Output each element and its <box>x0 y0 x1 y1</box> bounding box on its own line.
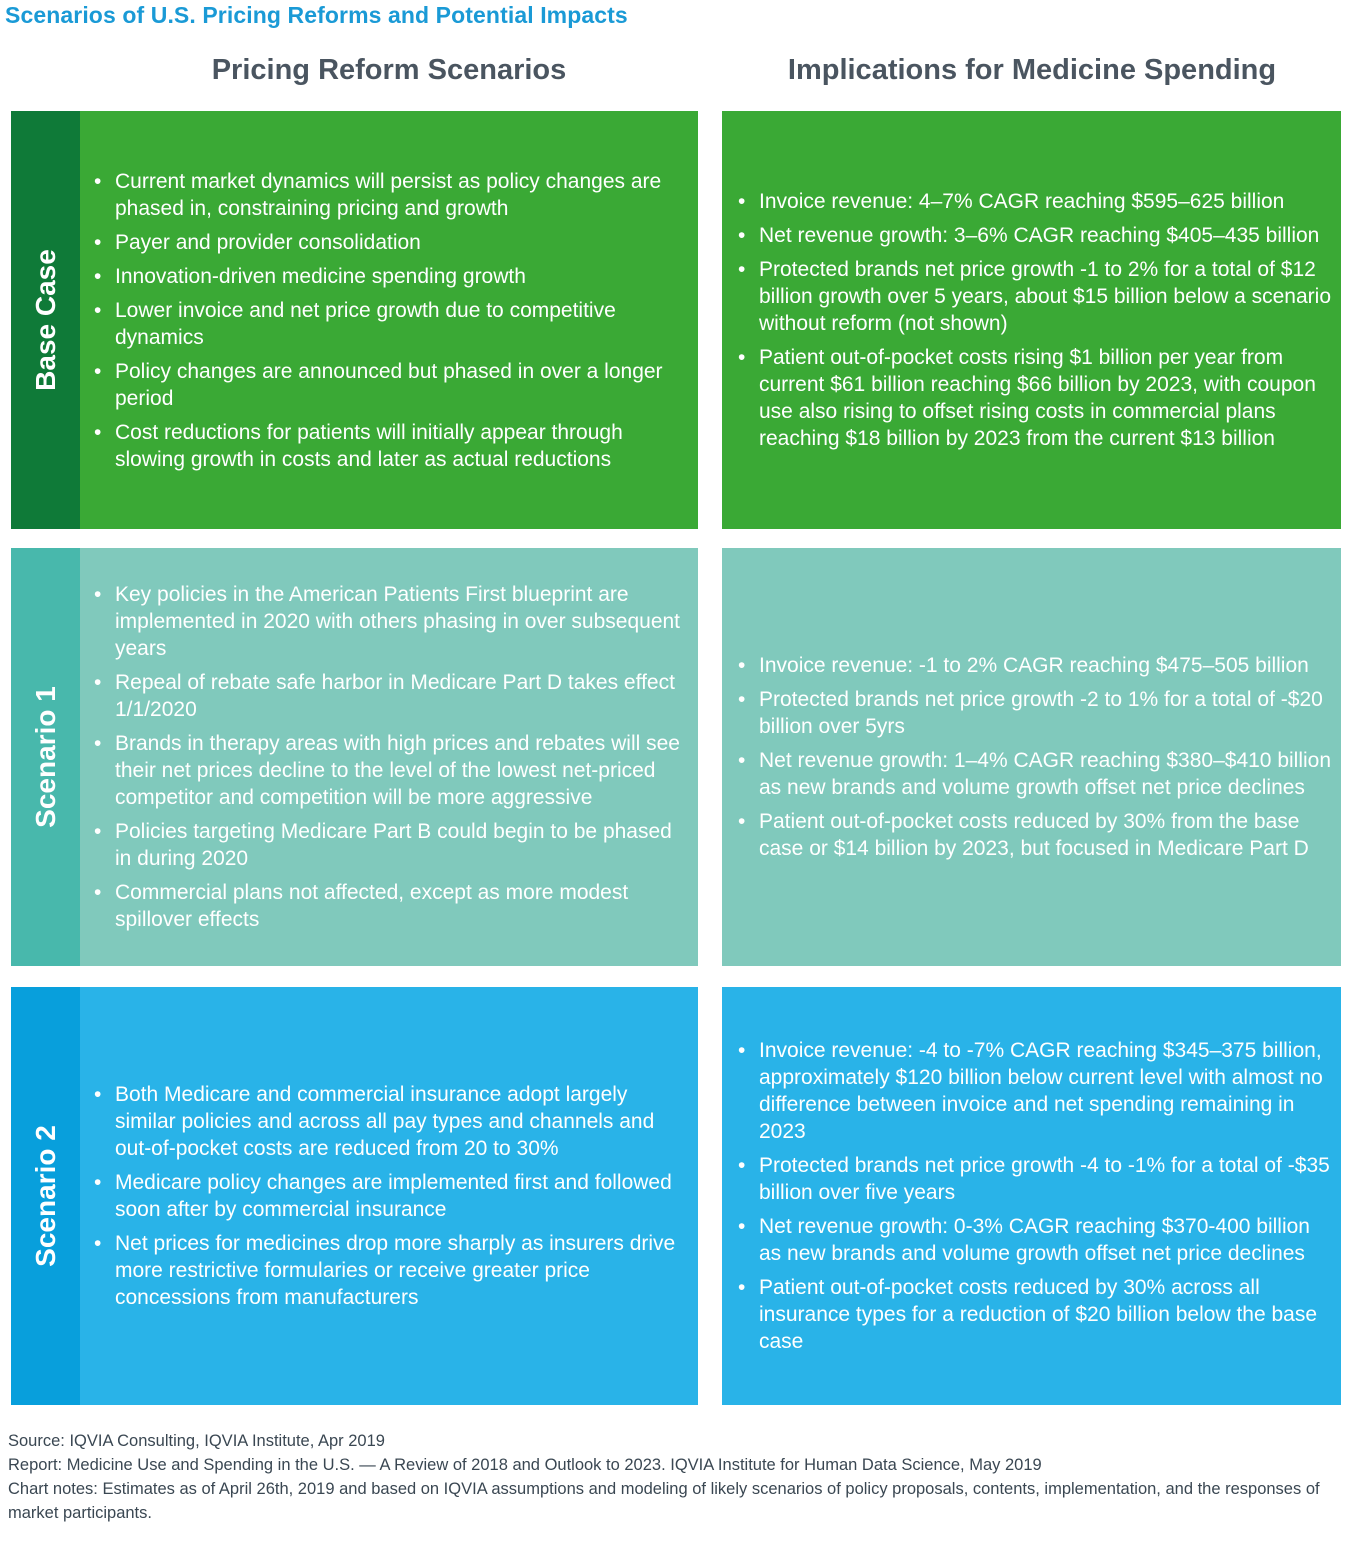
row-scenario-2 <box>11 987 1341 1405</box>
footnotes <box>8 1429 1344 1525</box>
row-label-text: Scenario 1 <box>29 686 61 828</box>
bullet-list <box>92 168 684 473</box>
bullet-item: • Protected brands net price growth -1 to 2% for a total of $12 billion growth over 5 years, about $15 billion below a scenario without reform (not shown) <box>736 256 1333 337</box>
bullet-item: • Key policies in the American Patients First blueprint are implemented in 2020 with others phasing in over subsequent years <box>92 581 684 662</box>
bullet-item: • Repeal of rebate safe harbor in Medicare Part D takes effect 1/1/2020 <box>92 669 684 723</box>
bullet-list <box>736 652 1333 862</box>
bullet-item: • Current market dynamics will persist as policy changes are phased in, constraining pricing and growth <box>92 168 684 222</box>
bullet-item: • Both Medicare and commercial insurance adopt largely similar policies and across all pay types and channels and out-of-pocket costs are reduced from 20 to 30% <box>92 1081 684 1162</box>
row-label-base-case <box>11 111 80 529</box>
bullet-list <box>92 1081 684 1311</box>
panel-implications-scenario-1 <box>722 548 1341 966</box>
page-title: Scenarios of U.S. Pricing Reforms and Potential Impacts <box>5 2 628 28</box>
bullet-item: • Invoice revenue: -1 to 2% CAGR reaching $475–505 billion <box>736 652 1333 679</box>
bullet-item: • Protected brands net price growth -4 to -1% for a total of -$35 billion over five years <box>736 1152 1333 1206</box>
bullet-item: • Patient out-of-pocket costs reduced by 30% from the base case or $14 billion by 2023, but focused in Medicare Part D <box>736 808 1333 862</box>
bullet-list <box>92 581 684 933</box>
row-label-scenario-2 <box>11 987 80 1405</box>
bullet-item: • Protected brands net price growth -2 to 1% for a total of -$20 billion over 5yrs <box>736 686 1333 740</box>
bullet-list <box>736 1037 1333 1355</box>
bullet-item: • Net revenue growth: 3–6% CAGR reaching $405–435 billion <box>736 222 1333 249</box>
column-header-implications: Implications for Medicine Spending <box>787 54 1277 86</box>
bullet-item: • Policy changes are announced but phased in over a longer period <box>92 358 684 412</box>
bullet-item: • Invoice revenue: -4 to -7% CAGR reaching $345–375 billion, approximately $120 billion below current level with almost no difference between invoice and net spending remaining in 2023 <box>736 1037 1333 1145</box>
row-label-scenario-1 <box>11 548 80 966</box>
source-note: Source: IQVIA Consulting, IQVIA Institute, Apr 2019 <box>8 1432 385 1450</box>
column-header-scenarios: Pricing Reform Scenarios <box>211 54 567 86</box>
panel-scenario-base-case <box>80 111 698 529</box>
panel-implications-base-case <box>722 111 1341 529</box>
bullet-item: • Payer and provider consolidation <box>92 229 684 256</box>
chart-notes: Chart notes: Estimates as of April 26th, 2019 and based on IQVIA assumptions and modeling of likely scenarios of policy proposals, contents, implementation, and the responses of market participants. <box>8 1480 1320 1522</box>
bullet-item: • Cost reductions for patients will initially appear through slowing growth in costs and later as actual reductions <box>92 419 684 473</box>
panel-scenario-1 <box>80 548 698 966</box>
row-base-case <box>11 111 1341 529</box>
bullet-item: • Invoice revenue: 4–7% CAGR reaching $595–625 billion <box>736 188 1333 215</box>
bullet-item: • Policies targeting Medicare Part B could begin to be phased in during 2020 <box>92 818 684 872</box>
bullet-item: • Lower invoice and net price growth due to competitive dynamics <box>92 297 684 351</box>
row-label-text: Base Case <box>29 249 61 391</box>
row-label-text: Scenario 2 <box>29 1125 61 1267</box>
bullet-item: • Medicare policy changes are implemented first and followed soon after by commercial insurance <box>92 1169 684 1223</box>
panel-scenario-2 <box>80 987 698 1405</box>
bullet-item: • Patient out-of-pocket costs reduced by 30% across all insurance types for a reduction of $20 billion below the base case <box>736 1274 1333 1355</box>
bullet-item: • Net prices for medicines drop more sharply as insurers drive more restrictive formularies or receive greater price concessions from manufacturers <box>92 1230 684 1311</box>
row-scenario-1 <box>11 548 1341 966</box>
bullet-item: • Innovation-driven medicine spending growth <box>92 263 684 290</box>
bullet-item: • Patient out-of-pocket costs rising $1 billion per year from current $61 billion reaching $66 billion by 2023, with coupon use also rising to offset rising costs in commercial plans reaching $18 billion by 2023 from the current $13 billion <box>736 344 1333 452</box>
bullet-item: • Net revenue growth: 0-3% CAGR reaching $370-400 billion as new brands and volume growth offset net price declines <box>736 1213 1333 1267</box>
bullet-list <box>736 188 1333 452</box>
panel-implications-scenario-2 <box>722 987 1341 1405</box>
bullet-item: • Net revenue growth: 1–4% CAGR reaching $380–$410 billion as new brands and volume growth offset net price declines <box>736 747 1333 801</box>
bullet-item: • Brands in therapy areas with high prices and rebates will see their net prices decline to the level of the lowest net-priced competitor and competition will be more aggressive <box>92 730 684 811</box>
report-note: Report: Medicine Use and Spending in the U.S. — A Review of 2018 and Outlook to 2023. IQVIA Institute for Human Data Science, May 2019 <box>8 1456 1042 1474</box>
bullet-item: • Commercial plans not affected, except as more modest spillover effects <box>92 879 684 933</box>
